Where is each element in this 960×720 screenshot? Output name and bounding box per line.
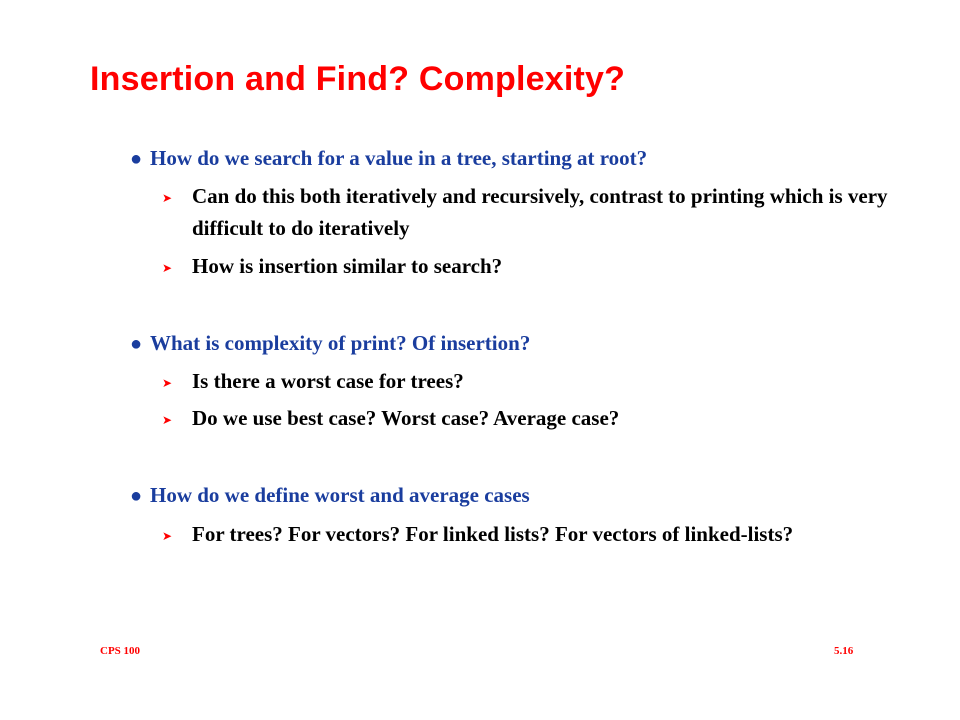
sub-bullet-text: Can do this both iteratively and recursively, contrast to printing which is very difficult to do iteratively bbox=[192, 184, 888, 240]
arrow-bullet-icon: ➤ bbox=[162, 191, 173, 205]
footer-page-number: 5.16 bbox=[834, 645, 854, 657]
sub-bullet-text: Is there a worst case for trees? bbox=[192, 369, 464, 393]
bullet-text: How do we define worst and average cases bbox=[150, 483, 530, 507]
sub-bullet-text: Do we use best case? Worst case? Average case? bbox=[192, 406, 620, 430]
bullet-text: How do we search for a value in a tree, starting at root? bbox=[150, 146, 648, 170]
arrow-bullet-icon: ➤ bbox=[162, 413, 173, 427]
arrow-bullet-icon: ➤ bbox=[162, 261, 173, 275]
sub-bullet-text: For trees? For vectors? For linked lists? For vectors of linked-lists? bbox=[192, 522, 794, 546]
bullet-text: What is complexity of print? Of insertion? bbox=[150, 331, 531, 355]
bullet-dot-icon: ● bbox=[130, 148, 143, 170]
arrow-bullet-icon: ➤ bbox=[162, 529, 173, 543]
bullet-dot-icon: ● bbox=[130, 333, 143, 355]
sub-bullet-text: How is insertion similar to search? bbox=[192, 254, 503, 278]
footer-course: CPS 100 bbox=[100, 645, 141, 657]
slide-title: Insertion and Find? Complexity? bbox=[90, 60, 626, 98]
arrow-bullet-icon: ➤ bbox=[162, 376, 173, 390]
bullet-dot-icon: ● bbox=[130, 485, 143, 507]
